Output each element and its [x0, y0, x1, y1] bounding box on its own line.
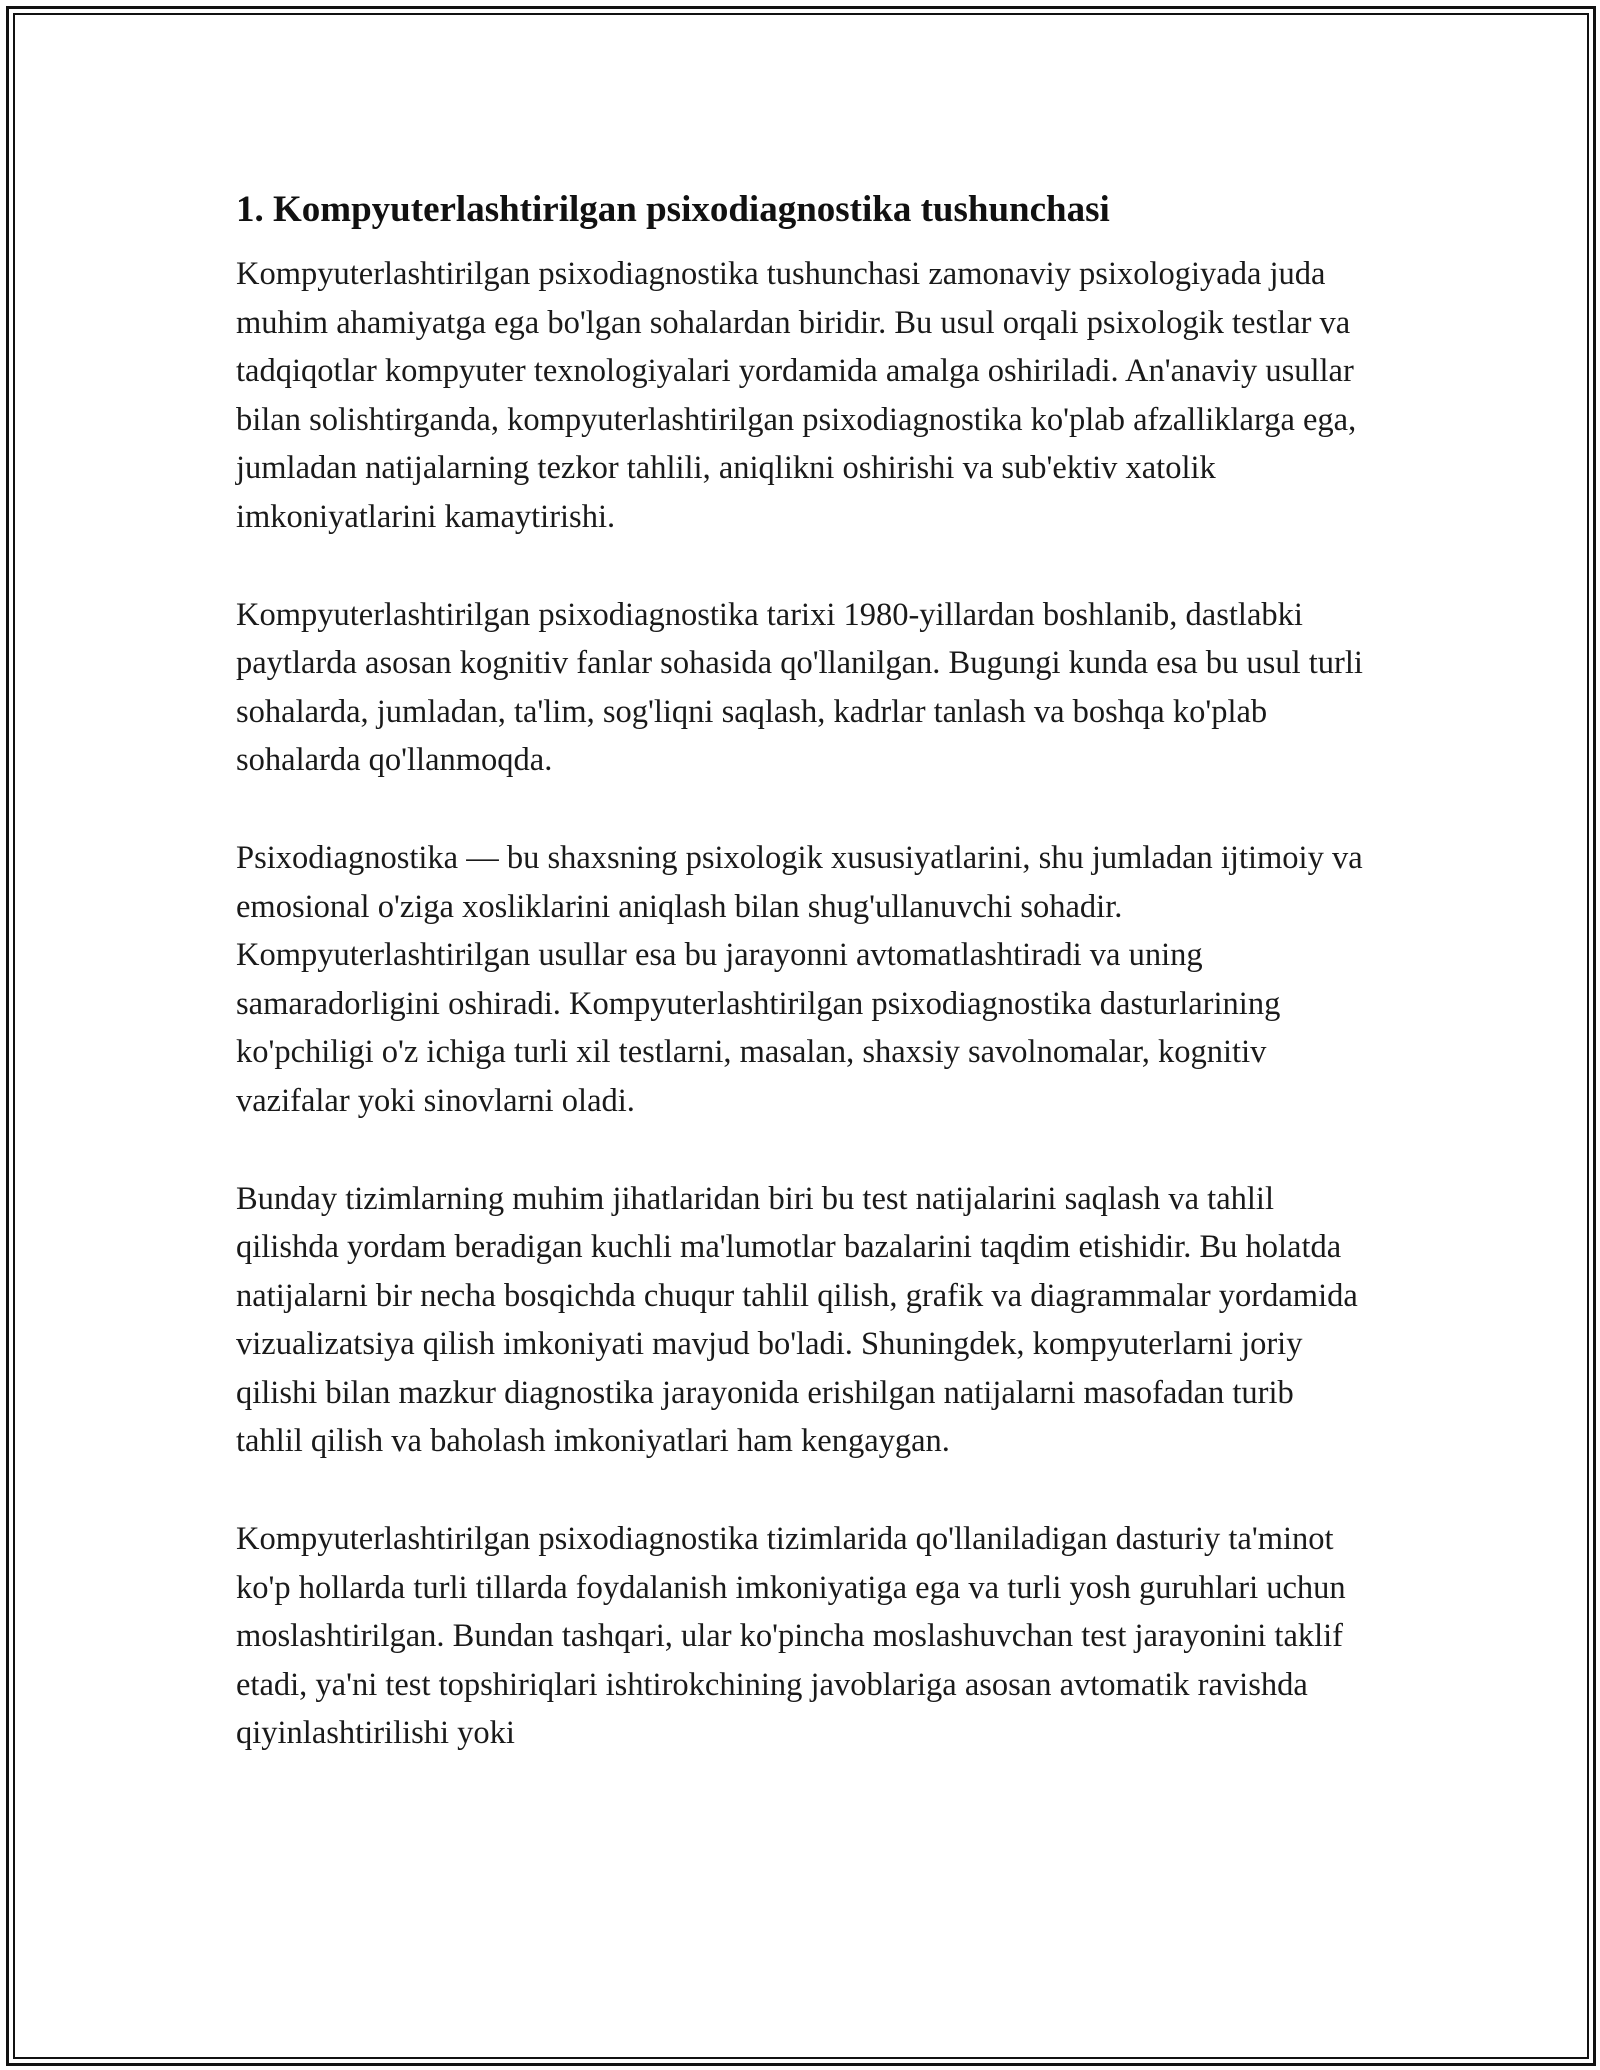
paragraph-4: Bunday tizimlarning muhim jihatlaridan biri bu test natijalarini saqlash va tahlil qilishda yordam beradigan kuchli ma'lumotlar bazalarini taqdim etishidir. Bu holatda natijalarni bir necha bosqichda chuqur tahlil qilish, grafik va diagrammalar yordamida vizualizatsiya qilish imkoniyati mavjud bo'ladi. Shuningdek, kompyuterlarni joriy qilishi bilan mazkur diagnostika jarayonida erishilgan natijalarni masofadan turib tahlil qilish va baholash imkoniyatlari ham kengaygan.	[236, 1180, 1358, 1460]
paragraph-2: Kompyuterlashtirilgan psixodiagnostika tarixi 1980-yillardan boshlanib, dastlabki paytlarda asosan kognitiv fanlar sohasida qo'llanilgan. Bugungi kunda esa bu usul turli sohalarda, jumladan, ta'lim, sog'liqni saqlash, kadrlar tanlash va boshqa ko'plab sohalarda qo'llanmoqda.	[236, 596, 1363, 779]
section-heading: 1. Kompyuterlashtirilgan psixodiagnostika tushunchasi	[236, 189, 1110, 230]
paragraph-1: Kompyuterlashtirilgan psixodiagnostika tushunchasi zamonaviy psixologiyada juda muhim ahamiyatga ega bo'lgan sohalardan biridir. Bu usul orqali psixologik testlar va tadqiqotlar kompyuter texnologiyalari yordamida amalga oshiriladi. An'anaviy usullar bilan solishtirganda, kompyuterlashtirilgan psixodiagnostika ko'plab afzalliklarga ega, jumladan natijalarning tezkor tahlili, aniqlikni oshirishi va sub'ektiv xatolik imkoniyatlarini kamaytirishi.	[236, 256, 1357, 535]
document-body	[236, 186, 1364, 1807]
paragraph-3: Psixodiagnostika — bu shaxsning psixologik xususiyatlarini, shu jumladan ijtimoiy va emosional o'ziga xosliklarini aniqlash bilan shug'ullanuvchi sohadir. Kompyuterlashtirilgan usullar esa bu jarayonni avtomatlashtiradi va uning samaradorligini oshiradi. Kompyuterlashtirilgan psixodiagnostika dasturlarining ko'pchiligi o'z ichiga turli xil testlarni, masalan, shaxsiy savolnomalar, kognitiv vazifalar yoki sinovlarni oladi.	[236, 839, 1363, 1119]
paragraph-5: Kompyuterlashtirilgan psixodiagnostika tizimlarida qo'llaniladigan dasturiy ta'minot ko'p hollarda turli tillarda foydalanish imkoniyatiga ega va turli yosh guruhlari uchun moslashtirilgan. Bundan tashqari, ular ko'pincha moslashuvchan test jarayonini taklif etadi, ya'ni test topshiriqlari ishtirokchining javoblariga asosan avtomatik ravishda qiyinlashtirilishi yoki	[236, 1521, 1346, 1752]
